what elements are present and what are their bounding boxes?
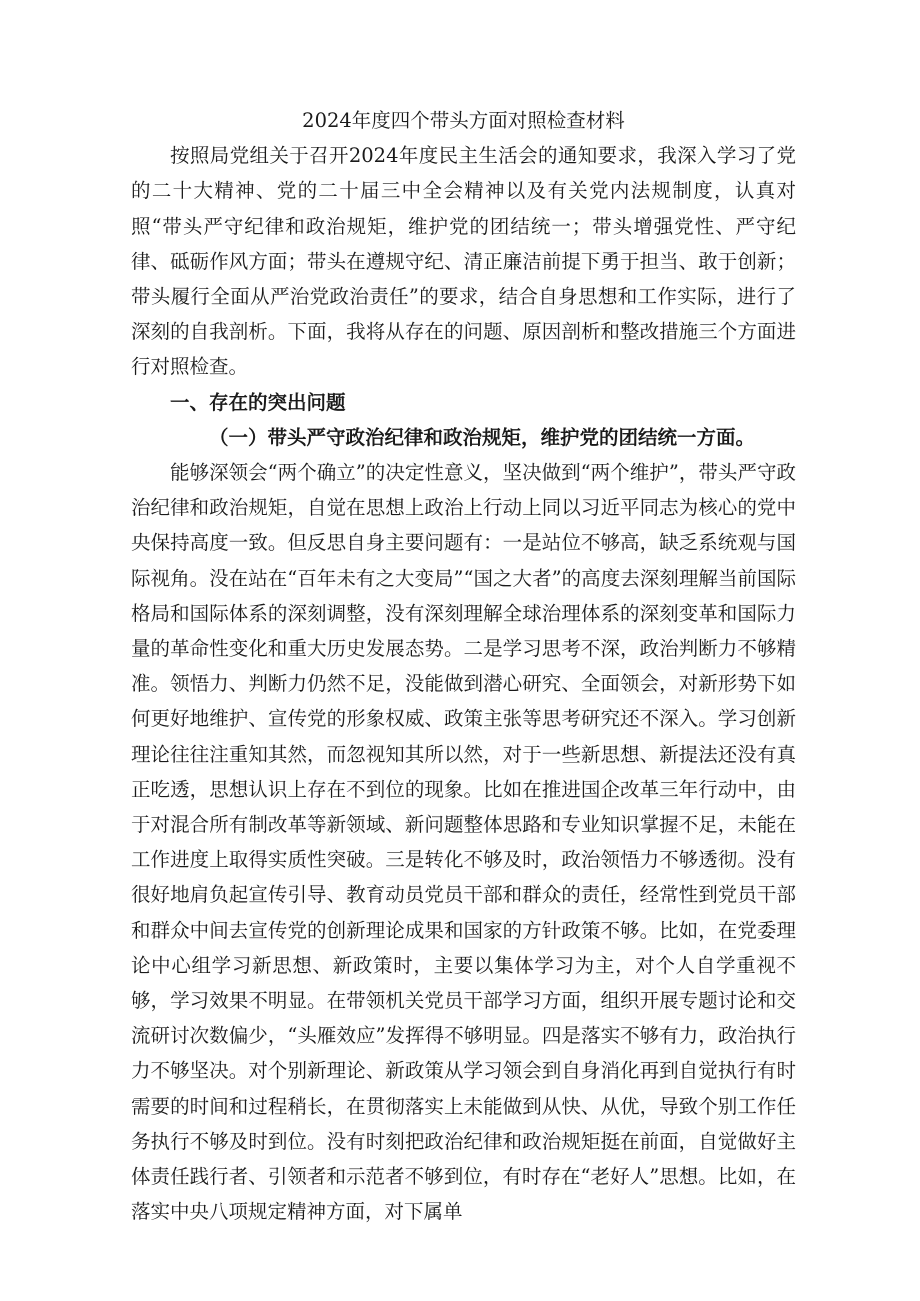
subsection-heading: （一）带头严守政治纪律和政治规矩，维护党的团结统一方面。 [209, 425, 756, 449]
document-body [131, 103, 796, 1229]
section-heading: 一、存在的突出问题 [170, 390, 346, 414]
document-title: 2024年度四个带头方面对照检查材料 [302, 109, 625, 132]
intro-paragraph: 按照局党组关于召开2024年度民主生活会的通知要求，我深入学习了党的二十大精神、党的二十届三中全会精神以及有关党内法规制度，认真对照“带头严守纪律和政治规矩，维护党的团结统一；带头增强党性、严守纪律、砥砺作风方面；带头在遵规守纪、清正廉洁前提下勇于担当、敢于创新；带头履行全面从严治党政治责任”的要求，结合自身思想和工作实际，进行了深刻的自我剖析。下面，我将从存在的问题、原因剖析和整改措施三个方面进行对照检查。 [131, 144, 796, 379]
body-paragraph: 能够深领会“两个确立”的决定性意义，坚决做到“两个维护”，带头严守政治纪律和政治规矩，自觉在思想上政治上行动上同以习近平同志为核心的党中央保持高度一致。但反思自身主要问题有：一是站位不够高，缺乏系统观与国际视角。没在站在“百年未有之大变局”“国之大者”的高度去深刻理解当前国际格局和国际体系的深刻调整，没有深刻理解全球治理体系的深刻变革和国际力量的革命性变化和重大历史发展态势。二是学习思考不深，政治判断力不够精准。领悟力、判断力仍然不足，没能做到潜心研究、全面领会，对新形势下如何更好地维护、宣传党的形象权威、政策主张等思考研究还不深入。学习创新理论往往注重知其然，而忽视知其所以然，对于一些新思想、新提法还没有真正吃透，思想认识上存在不到位的现象。比如在推进国企改革三年行动中，由于对混合所有制改革等新领域、新问题整体思路和专业知识掌握不足，未能在工作进度上取得实质性突破。三是转化不够及时，政治领悟力不够透彻。没有很好地肩负起宣传引导、教育动员党员干部和群众的责任，经常性到党员干部和群众中间去宣传党的创新理论成果和国家的方针政策不够。比如，在党委理论中心组学习新思想、新政策时，主要以集体学习为主，对个人自学重视不够，学习效果不明显。在带领机关党员干部学习方面，组织开展专题讨论和交流研讨次数偏少，“头雁效应”发挥得不够明显。四是落实不够有力，政治执行力不够坚决。对个别新理论、新政策从学习领会到自身消化再到自觉执行有时需要的时间和过程稍长，在贯彻落实上未能做到从快、从优，导致个别工作任务执行不够及时到位。没有时刻把政治纪律和政治规矩挺在前面，自觉做好主体责任践行者、引领者和示范者不够到位，有时存在“老好人”思想。比如，在落实中央八项规定精神方面，对下属单 [131, 461, 796, 1224]
